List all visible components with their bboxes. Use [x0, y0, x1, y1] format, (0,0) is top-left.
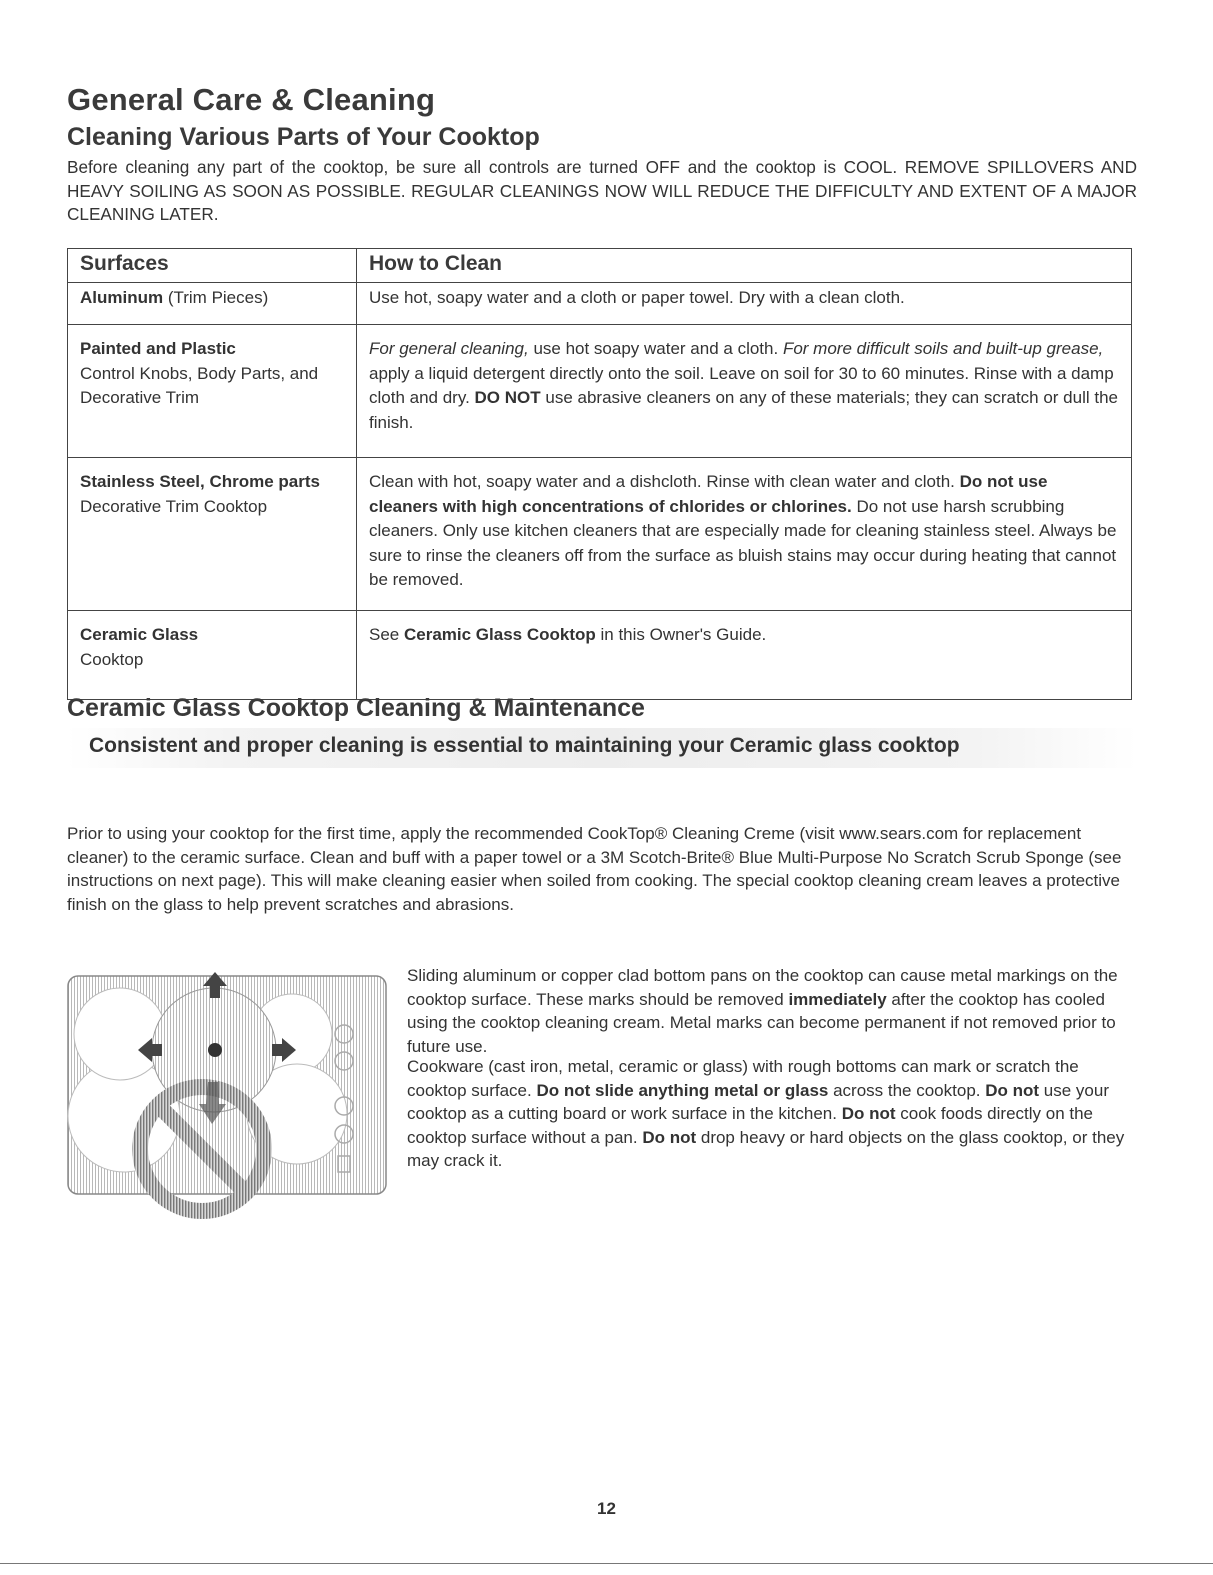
- surface-cell: [68, 325, 357, 458]
- bold-text-run: Do not: [841, 1104, 896, 1123]
- table-header-row: [68, 249, 1132, 283]
- surface-name: Ceramic Glass: [80, 625, 199, 644]
- section-title-ceramic-glass: Ceramic Glass Cooktop Cleaning & Maintenance: [67, 694, 645, 722]
- text-run: Clean with hot, soapy water and a dishcloth. Rinse with clean water and cloth.: [369, 472, 960, 491]
- italic-text-run: For more difficult soils and built-up grease,: [782, 339, 1104, 358]
- surface-detail: (Trim Pieces): [163, 288, 269, 307]
- intro-paragraph: Before cleaning any part of the cooktop, be sure all controls are turned OFF and the cooktop is COOL. REMOVE SPILLOVERS AND HEAVY SOILING AS SOON AS POSSIBLE. REGULAR CLEANINGS NOW WILL REDUCE THE DIFFICULTY AND EXTENT OF A MAJOR CLEANING LATER.: [67, 157, 1137, 224]
- pan-center-dot: [208, 1043, 222, 1057]
- table-row: [68, 283, 1132, 325]
- text-run: after the cooktop has cooled using the cooktop cleaning cream. Metal marks can become permanent if not removed prior to future use.: [407, 989, 1116, 1056]
- column-header-surfaces: Surfaces: [68, 249, 357, 283]
- text-run: use your cooktop as a cutting board or work surface in the kitchen.: [407, 1080, 1109, 1123]
- text-run: use abrasive cleaners on any of these materials; they can scratch or dull the finish.: [369, 388, 1119, 432]
- text-run: Cookware (cast iron, metal, ceramic or glass) with rough bottoms can mark or scratch the cooktop surface.: [407, 1057, 1079, 1100]
- banner-text: Consistent and proper cleaning is essential to maintaining your Ceramic glass cooktop: [89, 734, 960, 757]
- bold-text-run: Do not: [642, 1127, 697, 1147]
- section-title-cleaning-parts: Cleaning Various Parts of Your Cooktop: [67, 123, 540, 151]
- table-row: [68, 611, 1132, 700]
- burner-left-rear: [74, 988, 166, 1080]
- table-row: [68, 325, 1132, 458]
- text-run: use hot soapy water and a cloth.: [528, 339, 783, 358]
- text-run: drop heavy or hard objects on the glass cooktop, or they may crack it.: [407, 1127, 1125, 1170]
- page-number: 12: [597, 1499, 616, 1518]
- italic-text-run: For general cleaning,: [369, 339, 529, 358]
- text-run: in this Owner's Guide.: [595, 625, 767, 644]
- bold-text-run: Do not: [985, 1080, 1040, 1100]
- text-run: across the cooktop.: [828, 1080, 986, 1100]
- cookware-warning-paragraph: [407, 1055, 1132, 1173]
- text-run: cook foods directly on the cooktop surface without a pan.: [407, 1104, 1094, 1147]
- text-run: Do not use harsh scrubbing cleaners. Only use kitchen cleaners that are especially made for cleaning stainless steel. Always be sure to rinse the cleaners off from the surface as bluish stains may occur during heating that cannot be removed.: [369, 496, 1117, 589]
- bold-text-run: Do not slide anything metal or glass: [536, 1080, 829, 1100]
- bold-text-run: Do not use cleaners with high concentrations of chlorides or chlorines.: [369, 472, 1048, 516]
- metal-marks-paragraph: [407, 964, 1132, 1058]
- bold-text-run: immediately: [788, 989, 887, 1009]
- clean-instructions: [369, 625, 766, 644]
- clean-instructions: [369, 339, 1118, 432]
- bold-text-run: DO NOT: [474, 388, 541, 407]
- text-run: apply a liquid detergent directly onto the soil. Leave on soil for 30 to 60 minutes. Rinse with a damp cloth and dry.: [369, 363, 1114, 407]
- surface-cell: [68, 611, 357, 700]
- surface-detail: Decorative Trim Cooktop: [80, 496, 268, 516]
- surface-detail: Control Knobs, Body Parts, and Decorative Trim: [80, 363, 319, 407]
- first-use-paragraph: Prior to using your cooktop for the first time, apply the recommended CookTop® Cleaning Creme (visit www.sears.com for replacement cleaner) to the ceramic surface. Clean and buff with a paper towel or a 3M Scotch-Brite® Blue Multi-Purpose No Scratch Scrub Sponge (see instructions on next page). This will make cleaning easier when soiled from cooking. The special cooktop cleaning cream leaves a protective finish on the glass to help prevent scratches and abrasions.: [67, 824, 1122, 914]
- surface-name: Stainless Steel, Chrome parts: [80, 472, 320, 491]
- surface-detail: Cooktop: [80, 649, 144, 669]
- emphasis-banner: [67, 728, 1137, 768]
- text-run: Use hot, soapy water and a cloth or paper towel. Dry with a clean cloth.: [369, 288, 905, 307]
- surface-cell: [68, 283, 357, 325]
- cleaning-table: [67, 248, 1132, 700]
- clean-instructions: [369, 288, 905, 307]
- clean-instructions: [369, 472, 1116, 589]
- clean-cell: [357, 283, 1132, 325]
- text-run: See: [369, 625, 404, 644]
- surface-name: Aluminum: [80, 288, 164, 307]
- clean-cell: [357, 611, 1132, 700]
- column-header-how-to-clean: How to Clean: [357, 249, 1132, 283]
- clean-cell: [357, 325, 1132, 458]
- cooktop-warning-illustration: [62, 964, 392, 1224]
- page-title: General Care & Cleaning: [67, 82, 436, 117]
- bold-text-run: Ceramic Glass Cooktop: [403, 625, 596, 644]
- surface-name: Painted and Plastic: [80, 339, 236, 358]
- text-run: Sliding aluminum or copper clad bottom pans on the cooktop can cause metal markings on the cooktop surface. These marks should be removed: [407, 966, 1118, 1009]
- table-row: [68, 458, 1132, 611]
- clean-cell: [357, 458, 1132, 611]
- surface-cell: [68, 458, 357, 611]
- bottom-rule: [0, 1563, 1213, 1564]
